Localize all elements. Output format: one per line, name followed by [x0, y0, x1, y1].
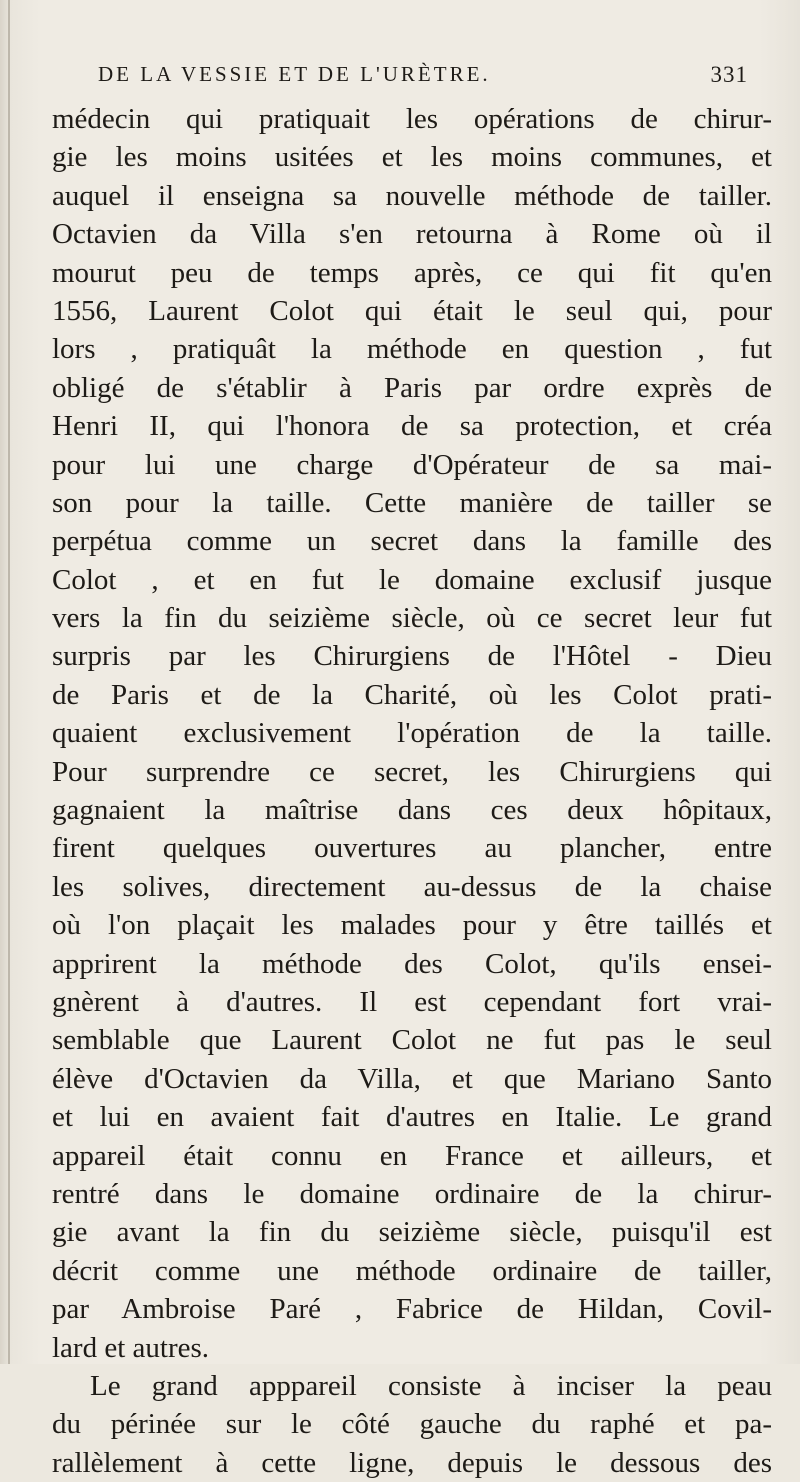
- text-line: quaient exclusivement l'opération de la taille.: [52, 717, 772, 750]
- text-line: Henri II, qui l'honora de sa protection, et créa: [52, 410, 772, 443]
- text-line: de Paris et de la Charité, où les Colot prati-: [52, 678, 772, 711]
- text-line: firent quelques ouvertures au plancher, entre: [52, 832, 772, 865]
- page-number: 331: [710, 62, 748, 87]
- text-line: vers la fin du seizième siècle, où ce secret leur fut: [52, 602, 772, 635]
- text-line: où l'on plaçait les malades pour y être taillés et: [52, 909, 772, 942]
- text-line: gie avant la fin du seizième siècle, puisqu'il est: [52, 1216, 772, 1249]
- text-line: apprirent la méthode des Colot, qu'ils ensei-: [52, 947, 772, 980]
- text-line: lard et autres.: [52, 1331, 210, 1364]
- text-line: semblable que Laurent Colot ne fut pas le seul: [52, 1024, 772, 1057]
- text-line: les solives, directement au-dessus de la chaise: [52, 870, 772, 903]
- body-text: [52, 100, 772, 1482]
- text-line: obligé de s'établir à Paris par ordre exprès de: [52, 371, 772, 404]
- text-line: par Ambroise Paré , Fabrice de Hildan, Covil-: [52, 1293, 772, 1326]
- text-line: pour lui une charge d'Opérateur de sa mai-: [52, 448, 772, 481]
- text-line: Colot , et en fut le domaine exclusif jusque: [52, 563, 772, 596]
- text-line: rallèlement à cette ligne, depuis le dessous des: [52, 1446, 772, 1479]
- page-edge-shadow: [8, 0, 10, 1364]
- text-line: gagnaient la maîtrise dans ces deux hôpitaux,: [52, 794, 772, 827]
- text-line: élève d'Octavien da Villa, et que Mariano Santo: [52, 1062, 772, 1095]
- text-line: 1556, Laurent Colot qui était le seul qui, pour: [52, 294, 772, 327]
- text-line: et lui en avaient fait d'autres en Italie. Le grand: [52, 1101, 772, 1134]
- text-line: appareil était connu en France et ailleurs, et: [52, 1139, 772, 1172]
- text-line: gnèrent à d'autres. Il est cependant fort vrai-: [52, 985, 772, 1018]
- text-line: médecin qui pratiquait les opérations de chirur-: [52, 103, 772, 135]
- text-line: son pour la taille. Cette manière de tailler se: [52, 486, 772, 519]
- text-line: Pour surprendre ce secret, les Chirurgiens qui: [52, 755, 772, 788]
- text-line: surpris par les Chirurgiens de l'Hôtel - Dieu: [52, 640, 772, 673]
- text-line: Le grand apppareil consiste à inciser la peau: [90, 1369, 772, 1402]
- text-line: lors , pratiquât la méthode en question , fut: [52, 333, 772, 366]
- text-line: auquel il enseigna sa nouvelle méthode de tailler.: [52, 179, 772, 212]
- text-line: du périnée sur le côté gauche du raphé et pa-: [52, 1408, 772, 1441]
- text-line: perpétua comme un secret dans la famille des: [52, 525, 772, 558]
- text-line: rentré dans le domaine ordinaire de la chirur-: [52, 1177, 772, 1210]
- running-header: [98, 62, 748, 87]
- text-line: gie les moins usitées et les moins communes, et: [52, 141, 772, 174]
- running-title: DE LA VESSIE ET DE L'URÈTRE.: [98, 62, 491, 86]
- text-line: mourut peu de temps après, ce qui fit qu'en: [52, 256, 772, 289]
- text-line: Octavien da Villa s'en retourna à Rome où il: [52, 218, 772, 251]
- text-line: décrit comme une méthode ordinaire de tailler,: [52, 1254, 772, 1287]
